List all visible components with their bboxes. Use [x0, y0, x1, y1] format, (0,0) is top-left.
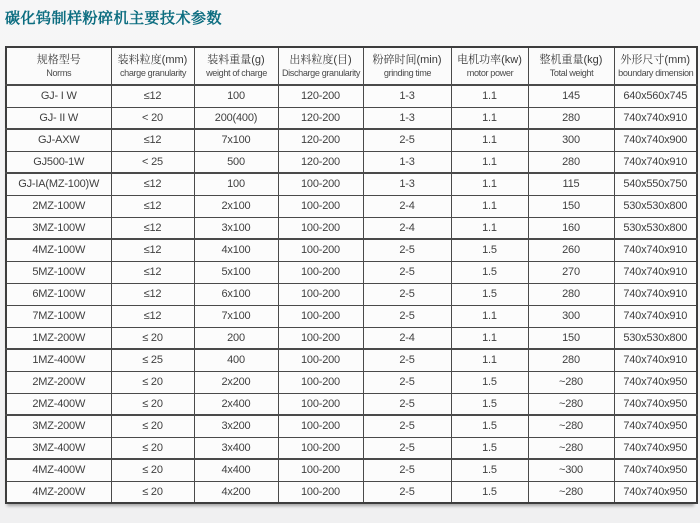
model-cell: GJ- I W	[6, 85, 111, 107]
value-cell: 100-200	[278, 195, 363, 217]
value-cell: 100-200	[278, 349, 363, 371]
column-header-5	[363, 47, 451, 85]
value-cell: 1-3	[363, 107, 451, 129]
value-cell: ≤ 20	[111, 437, 194, 459]
column-header-zh: 粉碎时间(min)	[372, 53, 442, 66]
value-cell: 1.1	[451, 129, 528, 151]
value-cell: ≤12	[111, 305, 194, 327]
table-head	[6, 47, 697, 85]
value-cell: 7x100	[194, 305, 278, 327]
value-cell: 150	[528, 195, 614, 217]
table-row	[6, 305, 697, 327]
value-cell: ~300	[528, 459, 614, 481]
table-row	[6, 173, 697, 195]
value-cell: 2-5	[363, 129, 451, 151]
model-cell: 6MZ-100W	[6, 283, 111, 305]
table-row	[6, 459, 697, 481]
value-cell: 2-5	[363, 283, 451, 305]
value-cell: < 20	[111, 107, 194, 129]
column-header-en: Norms	[46, 67, 72, 79]
value-cell: ~280	[528, 393, 614, 415]
value-cell: ≤ 20	[111, 415, 194, 437]
column-header-3	[194, 47, 278, 85]
value-cell: 1.1	[451, 151, 528, 173]
value-cell: 300	[528, 305, 614, 327]
value-cell: 740x740x910	[614, 283, 697, 305]
value-cell: 100	[194, 173, 278, 195]
value-cell: 1.1	[451, 305, 528, 327]
model-cell: 2MZ-400W	[6, 393, 111, 415]
table-row	[6, 107, 697, 129]
value-cell: 1.1	[451, 195, 528, 217]
spec-table	[5, 46, 698, 504]
value-cell: 120-200	[278, 129, 363, 151]
value-cell: 100-200	[278, 437, 363, 459]
model-cell: 3MZ-400W	[6, 437, 111, 459]
value-cell: 6x100	[194, 283, 278, 305]
value-cell: ≤ 20	[111, 393, 194, 415]
value-cell: 2-5	[363, 239, 451, 261]
value-cell: 540x550x750	[614, 173, 697, 195]
model-cell: 3MZ-100W	[6, 217, 111, 239]
header-row	[6, 47, 697, 85]
value-cell: 740x740x900	[614, 129, 697, 151]
model-cell: 7MZ-100W	[6, 305, 111, 327]
value-cell: ≤12	[111, 239, 194, 261]
model-cell: GJ- II W	[6, 107, 111, 129]
value-cell: 150	[528, 327, 614, 349]
value-cell: 1.1	[451, 349, 528, 371]
value-cell: 1.1	[451, 107, 528, 129]
value-cell: ≤12	[111, 129, 194, 151]
value-cell: 3x400	[194, 437, 278, 459]
model-cell: GJ-AXW	[6, 129, 111, 151]
value-cell: 280	[528, 349, 614, 371]
model-cell: 4MZ-400W	[6, 459, 111, 481]
value-cell: 740x740x910	[614, 107, 697, 129]
value-cell: 2-5	[363, 305, 451, 327]
value-cell: 1.5	[451, 393, 528, 415]
model-cell: 1MZ-200W	[6, 327, 111, 349]
column-header-zh: 装料重量(g)	[207, 53, 265, 66]
value-cell: ~280	[528, 371, 614, 393]
value-cell: 1-3	[363, 85, 451, 107]
value-cell: 2-5	[363, 459, 451, 481]
column-header-zh: 外形尺寸(mm)	[620, 53, 691, 66]
value-cell: 120-200	[278, 151, 363, 173]
column-header-en: Discharge granularity	[281, 67, 360, 79]
value-cell: 740x740x910	[614, 261, 697, 283]
model-cell: 1MZ-400W	[6, 349, 111, 371]
value-cell: 2-5	[363, 415, 451, 437]
value-cell: 300	[528, 129, 614, 151]
column-header-en: motor power	[466, 67, 513, 79]
value-cell: 120-200	[278, 107, 363, 129]
value-cell: 4x200	[194, 481, 278, 503]
value-cell: 100-200	[278, 415, 363, 437]
value-cell: 740x740x950	[614, 393, 697, 415]
column-header-1	[6, 47, 111, 85]
value-cell: 100-200	[278, 239, 363, 261]
table-row	[6, 349, 697, 371]
spec-table-wrap	[5, 46, 696, 504]
value-cell: 2-5	[363, 481, 451, 503]
value-cell: 3x100	[194, 217, 278, 239]
column-header-en: Total weight	[549, 67, 593, 79]
value-cell: 740x740x910	[614, 239, 697, 261]
value-cell: ~280	[528, 437, 614, 459]
model-cell: 4MZ-100W	[6, 239, 111, 261]
page-title: 碳化钨制样粉碎机主要技术参数	[5, 10, 223, 27]
table-row	[6, 393, 697, 415]
column-header-zh: 规格型号	[36, 53, 81, 66]
value-cell: 280	[528, 151, 614, 173]
value-cell: 740x740x950	[614, 459, 697, 481]
value-cell: ~280	[528, 481, 614, 503]
value-cell: 530x530x800	[614, 217, 697, 239]
value-cell: 270	[528, 261, 614, 283]
table-row	[6, 481, 697, 503]
value-cell: 2-5	[363, 393, 451, 415]
table-row	[6, 195, 697, 217]
value-cell: 2x400	[194, 393, 278, 415]
value-cell: ≤12	[111, 173, 194, 195]
column-header-en: charge granularity	[119, 67, 186, 79]
value-cell: 1.1	[451, 85, 528, 107]
value-cell: 740x740x950	[614, 481, 697, 503]
value-cell: 1.1	[451, 217, 528, 239]
model-cell: 5MZ-100W	[6, 261, 111, 283]
value-cell: 2x200	[194, 371, 278, 393]
column-header-8	[614, 47, 697, 85]
column-header-zh: 装料粒度(mm)	[117, 53, 188, 66]
value-cell: 2x100	[194, 195, 278, 217]
column-header-zh: 电机功率(kw)	[457, 53, 522, 66]
value-cell: 1.5	[451, 481, 528, 503]
value-cell: 2-5	[363, 261, 451, 283]
value-cell: ~280	[528, 415, 614, 437]
value-cell: 1.5	[451, 437, 528, 459]
model-cell: GJ500-1W	[6, 151, 111, 173]
value-cell: 1.5	[451, 261, 528, 283]
table-row	[6, 261, 697, 283]
value-cell: 740x740x950	[614, 415, 697, 437]
value-cell: 4x100	[194, 239, 278, 261]
value-cell: 740x740x910	[614, 349, 697, 371]
value-cell: ≤ 20	[111, 459, 194, 481]
model-cell: 4MZ-200W	[6, 481, 111, 503]
value-cell: ≤12	[111, 217, 194, 239]
value-cell: < 25	[111, 151, 194, 173]
value-cell: 5x100	[194, 261, 278, 283]
table-row	[6, 217, 697, 239]
value-cell: 2-4	[363, 327, 451, 349]
value-cell: 100-200	[278, 371, 363, 393]
value-cell: ≤12	[111, 195, 194, 217]
model-cell: 2MZ-100W	[6, 195, 111, 217]
model-cell: 2MZ-200W	[6, 371, 111, 393]
value-cell: 500	[194, 151, 278, 173]
value-cell: 530x530x800	[614, 195, 697, 217]
table-row	[6, 85, 697, 107]
value-cell: 2-5	[363, 437, 451, 459]
value-cell: 260	[528, 239, 614, 261]
value-cell: 280	[528, 107, 614, 129]
value-cell: 100	[194, 85, 278, 107]
table-row	[6, 415, 697, 437]
value-cell: ≤ 20	[111, 327, 194, 349]
column-header-2	[111, 47, 194, 85]
value-cell: 1.1	[451, 327, 528, 349]
column-header-7	[528, 47, 614, 85]
column-header-en: grinding time	[383, 67, 431, 79]
column-header-en: boundary dimension	[617, 67, 693, 79]
table-row	[6, 239, 697, 261]
value-cell: ≤ 20	[111, 481, 194, 503]
value-cell: 1.5	[451, 459, 528, 481]
column-header-zh: 出料粒度(目)	[289, 53, 352, 66]
column-header-zh: 整机重量(kg)	[539, 53, 603, 66]
value-cell: 7x100	[194, 129, 278, 151]
value-cell: 2-5	[363, 371, 451, 393]
value-cell: 2-4	[363, 195, 451, 217]
value-cell: 1-3	[363, 173, 451, 195]
column-header-4	[278, 47, 363, 85]
value-cell: 100-200	[278, 173, 363, 195]
value-cell: 280	[528, 283, 614, 305]
value-cell: 120-200	[278, 85, 363, 107]
value-cell: 100-200	[278, 217, 363, 239]
value-cell: 2-5	[363, 349, 451, 371]
value-cell: 640x560x745	[614, 85, 697, 107]
value-cell: ≤12	[111, 283, 194, 305]
value-cell: 200	[194, 327, 278, 349]
value-cell: 1.5	[451, 283, 528, 305]
table-row	[6, 327, 697, 349]
table-body	[6, 85, 697, 503]
table-row	[6, 437, 697, 459]
table-row	[6, 129, 697, 151]
value-cell: 1.5	[451, 415, 528, 437]
model-cell: GJ-IA(MZ-100)W	[6, 173, 111, 195]
value-cell: 1-3	[363, 151, 451, 173]
value-cell: 100-200	[278, 283, 363, 305]
value-cell: 3x200	[194, 415, 278, 437]
table-row	[6, 151, 697, 173]
value-cell: 100-200	[278, 261, 363, 283]
value-cell: ≤ 25	[111, 349, 194, 371]
value-cell: 740x740x950	[614, 371, 697, 393]
value-cell: 1.1	[451, 173, 528, 195]
table-row	[6, 371, 697, 393]
table-row	[6, 283, 697, 305]
value-cell: 100-200	[278, 305, 363, 327]
column-header-en: weight of charge	[205, 67, 267, 79]
value-cell: 100-200	[278, 393, 363, 415]
value-cell: 100-200	[278, 459, 363, 481]
value-cell: ≤12	[111, 85, 194, 107]
value-cell: ≤12	[111, 261, 194, 283]
value-cell: 530x530x800	[614, 327, 697, 349]
value-cell: 200(400)	[194, 107, 278, 129]
value-cell: 100-200	[278, 327, 363, 349]
value-cell: 100-200	[278, 481, 363, 503]
value-cell: ≤ 20	[111, 371, 194, 393]
value-cell: 115	[528, 173, 614, 195]
column-header-6	[451, 47, 528, 85]
value-cell: 740x740x950	[614, 437, 697, 459]
value-cell: 4x400	[194, 459, 278, 481]
value-cell: 160	[528, 217, 614, 239]
value-cell: 1.5	[451, 371, 528, 393]
value-cell: 1.5	[451, 239, 528, 261]
value-cell: 740x740x910	[614, 305, 697, 327]
value-cell: 400	[194, 349, 278, 371]
model-cell: 3MZ-200W	[6, 415, 111, 437]
value-cell: 145	[528, 85, 614, 107]
value-cell: 2-4	[363, 217, 451, 239]
value-cell: 740x740x910	[614, 151, 697, 173]
